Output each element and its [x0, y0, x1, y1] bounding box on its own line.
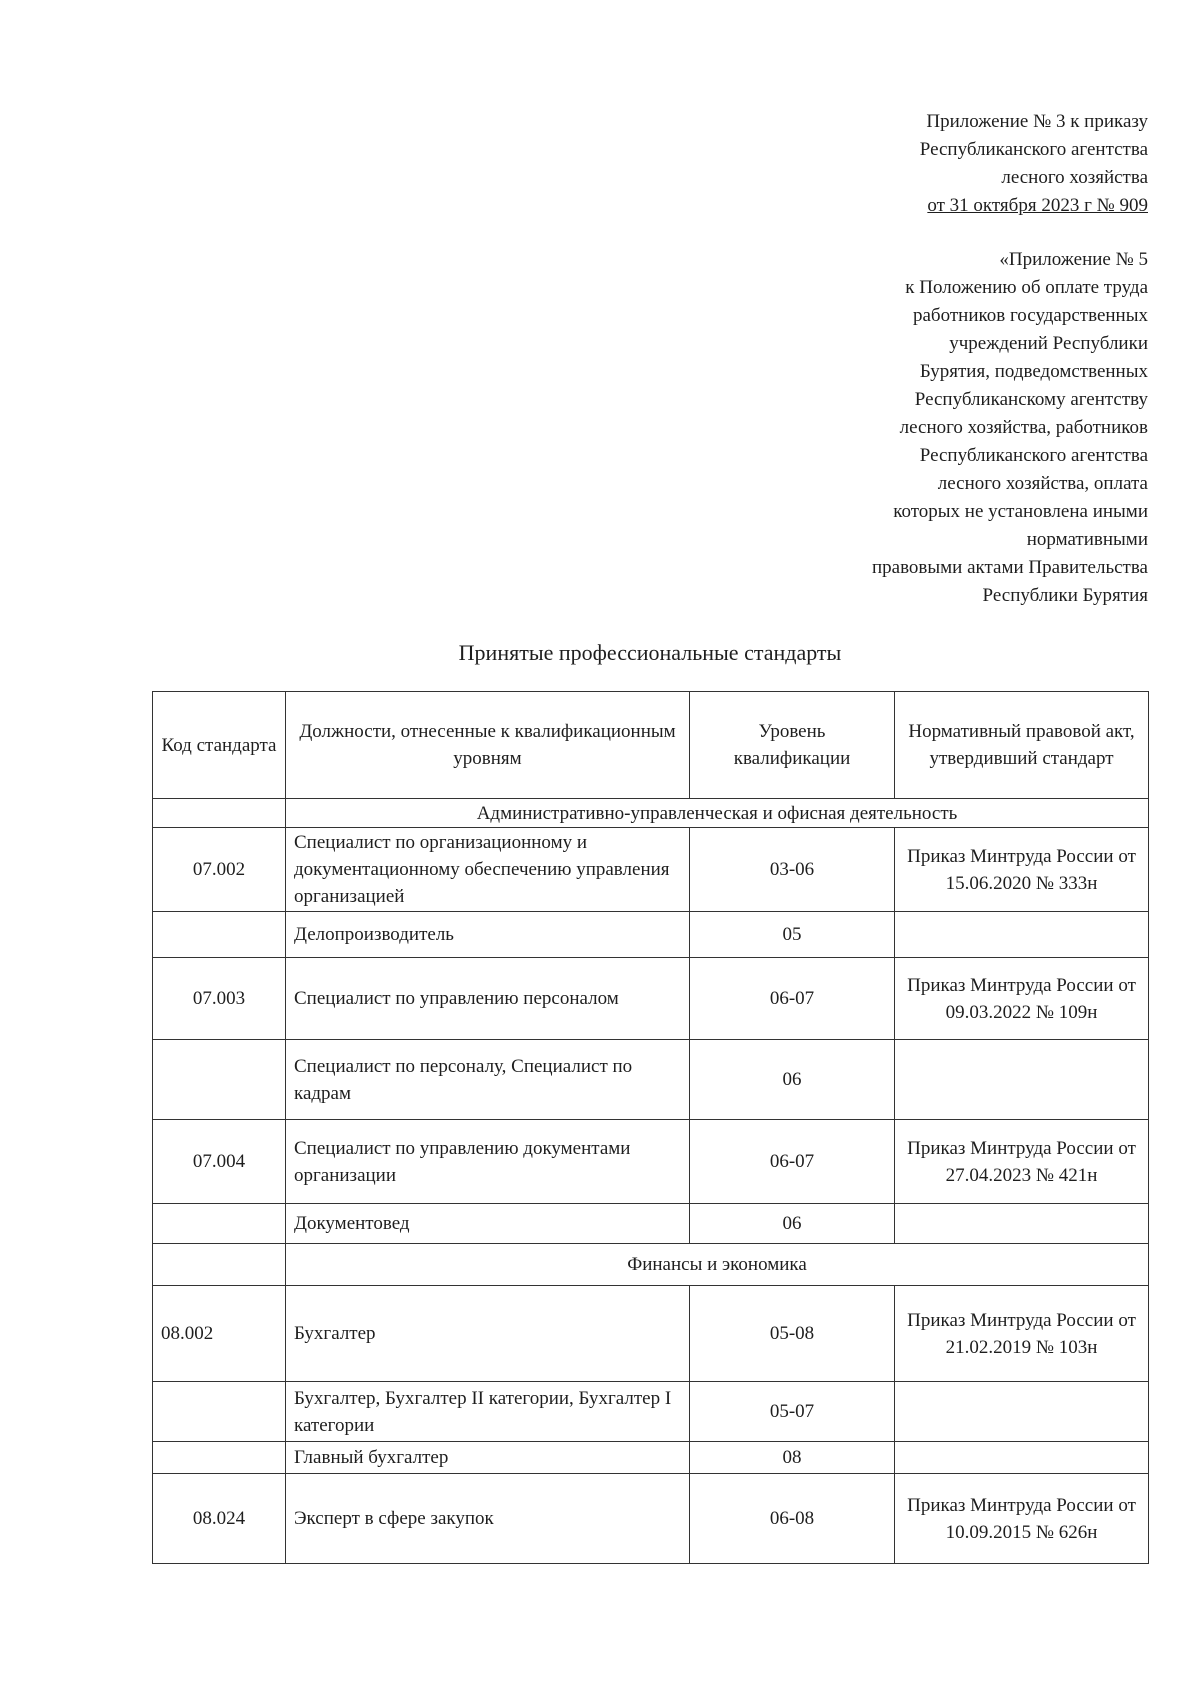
cell-level: 06	[690, 1040, 895, 1120]
header-code: Код стандарта	[153, 692, 286, 799]
cell-code	[153, 1442, 286, 1474]
cell-act: Приказ Минтруда России от 15.06.2020 № 333н	[895, 828, 1149, 912]
approval-block	[920, 108, 1148, 220]
appendix-line: лесного хозяйства, оплата	[937, 473, 1148, 494]
appendix-line: Республиканскому агентству	[914, 389, 1148, 410]
cell-act	[895, 1204, 1149, 1244]
cell-act	[895, 1040, 1149, 1120]
cell-code: 07.003	[153, 958, 286, 1040]
table-row	[153, 1382, 1149, 1442]
cell-level: 05-08	[690, 1286, 895, 1382]
cell-level: 08	[690, 1442, 895, 1474]
appendix-line: Бурятия, подведомственных	[919, 361, 1148, 382]
cell-code: 07.002	[153, 828, 286, 912]
standards-table	[152, 691, 1149, 1564]
appendix-line: лесного хозяйства, работников	[899, 417, 1148, 438]
appendix-line: учреждений Республики	[949, 333, 1148, 354]
appendix-line: к Положению об оплате труда	[905, 277, 1148, 298]
table-row	[153, 1040, 1149, 1120]
cell-act: Приказ Минтруда России от 27.04.2023 № 421н	[895, 1120, 1149, 1204]
appendix-line: Республиканского агентства	[919, 445, 1148, 466]
cell-act: Приказ Минтруда России от 10.09.2015 № 626н	[895, 1474, 1149, 1564]
section-empty-cell	[153, 1244, 286, 1286]
cell-position: Бухгалтер, Бухгалтер II категории, Бухгалтер I категории	[286, 1382, 690, 1442]
appendix-block	[872, 246, 1148, 610]
cell-level: 06-07	[690, 958, 895, 1040]
table-row	[153, 912, 1149, 958]
approval-line: лесного хозяйства	[1001, 167, 1148, 188]
appendix-line: которых не установлена иными	[893, 501, 1148, 522]
cell-position: Специалист по управлению персоналом	[286, 958, 690, 1040]
table-row	[153, 1286, 1149, 1382]
cell-level: 03-06	[690, 828, 895, 912]
cell-position: Специалист по персоналу, Специалист по кадрам	[286, 1040, 690, 1120]
cell-code: 08.024	[153, 1474, 286, 1564]
table-row	[153, 1442, 1149, 1474]
table-row	[153, 828, 1149, 912]
cell-position: Эксперт в сфере закупок	[286, 1474, 690, 1564]
cell-level: 05-07	[690, 1382, 895, 1442]
section-title: Административно-управленческая и офисная деятельность	[286, 799, 1149, 828]
cell-act	[895, 912, 1149, 958]
section-row	[153, 799, 1149, 828]
appendix-line: работников государственных	[913, 305, 1148, 326]
table-row	[153, 1204, 1149, 1244]
cell-act	[895, 1382, 1149, 1442]
section-row	[153, 1244, 1149, 1286]
header-positions: Должности, отнесенные к квалификационным уровням	[286, 692, 690, 799]
cell-level: 06-07	[690, 1120, 895, 1204]
header-level: Уровень квалификации	[690, 692, 895, 799]
table-row	[153, 958, 1149, 1040]
section-empty-cell	[153, 799, 286, 828]
appendix-line: «Приложение № 5	[999, 249, 1148, 270]
cell-act: Приказ Минтруда России от 09.03.2022 № 109н	[895, 958, 1149, 1040]
cell-position: Специалист по организационному и документационному обеспечению управления организацией	[286, 828, 690, 912]
document-title: Принятые профессиональные стандарты	[458, 640, 842, 665]
cell-position: Главный бухгалтер	[286, 1442, 690, 1474]
cell-position: Делопроизводитель	[286, 912, 690, 958]
approval-line: Республиканского агентства	[919, 139, 1148, 160]
appendix-line: нормативными	[1026, 529, 1148, 550]
appendix-line: Республики Бурятия	[982, 585, 1148, 606]
approval-line: Приложение № 3 к приказу	[926, 111, 1148, 132]
cell-position: Бухгалтер	[286, 1286, 690, 1382]
cell-level: 05	[690, 912, 895, 958]
section-title: Финансы и экономика	[286, 1244, 1149, 1286]
cell-code	[153, 912, 286, 958]
cell-act	[895, 1442, 1149, 1474]
table-header-row	[153, 692, 1149, 799]
cell-code	[153, 1382, 286, 1442]
cell-act: Приказ Минтруда России от 21.02.2019 № 103н	[895, 1286, 1149, 1382]
cell-position: Документовед	[286, 1204, 690, 1244]
cell-code: 07.004	[153, 1120, 286, 1204]
header-act: Нормативный правовой акт, утвердивший стандарт	[895, 692, 1149, 799]
cell-code	[153, 1204, 286, 1244]
cell-code	[153, 1040, 286, 1120]
table-row	[153, 1120, 1149, 1204]
cell-code: 08.002	[153, 1286, 286, 1382]
cell-level: 06-08	[690, 1474, 895, 1564]
cell-level: 06	[690, 1204, 895, 1244]
appendix-line: правовыми актами Правительства	[871, 557, 1148, 578]
cell-position: Специалист по управлению документами организации	[286, 1120, 690, 1204]
approval-order-date: от 31 октября 2023 г № 909	[927, 195, 1148, 216]
table-row	[153, 1474, 1149, 1564]
